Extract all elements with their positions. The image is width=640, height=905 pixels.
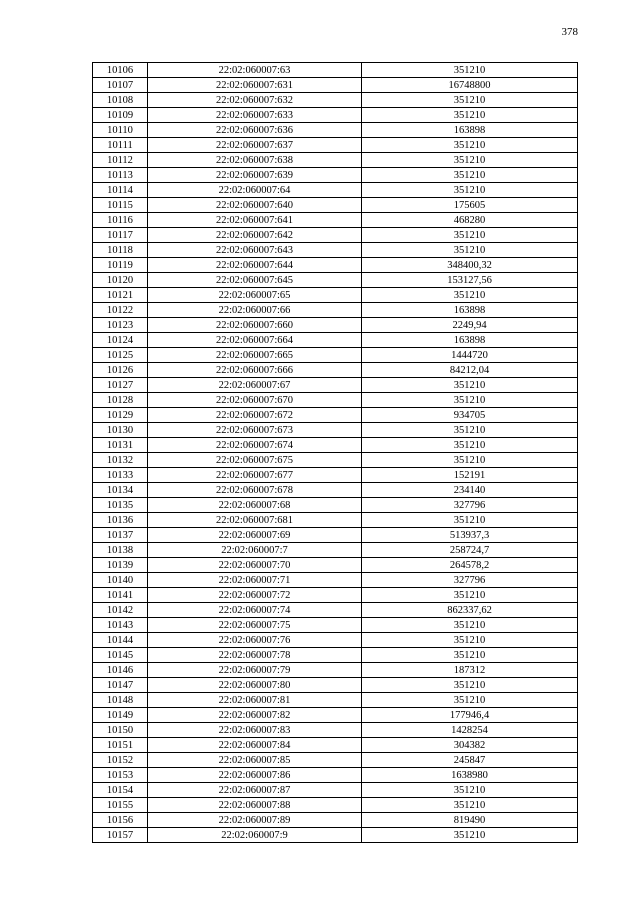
row-number-cell: 10142: [93, 603, 148, 618]
cadastral-number-cell: 22:02:060007:642: [148, 228, 362, 243]
table-row: [93, 558, 578, 573]
row-number-cell: 10112: [93, 153, 148, 168]
cadastral-number-cell: 22:02:060007:83: [148, 723, 362, 738]
cadastral-number-cell: 22:02:060007:643: [148, 243, 362, 258]
table-row: [93, 213, 578, 228]
table-row: [93, 93, 578, 108]
cadastral-number-cell: 22:02:060007:70: [148, 558, 362, 573]
cadastral-number-cell: 22:02:060007:637: [148, 138, 362, 153]
table-row: [93, 348, 578, 363]
table-row: [93, 453, 578, 468]
cadastral-number-cell: 22:02:060007:675: [148, 453, 362, 468]
row-number-cell: 10154: [93, 783, 148, 798]
table-row: [93, 603, 578, 618]
value-cell: 351210: [362, 693, 578, 708]
table-row: [93, 288, 578, 303]
table-row: [93, 708, 578, 723]
cadastral-number-cell: 22:02:060007:86: [148, 768, 362, 783]
row-number-cell: 10143: [93, 618, 148, 633]
value-cell: 351210: [362, 513, 578, 528]
table-row: [93, 498, 578, 513]
row-number-cell: 10146: [93, 663, 148, 678]
table-row: [93, 543, 578, 558]
value-cell: 351210: [362, 618, 578, 633]
table-row: [93, 258, 578, 273]
cadastral-number-cell: 22:02:060007:677: [148, 468, 362, 483]
value-cell: 351210: [362, 168, 578, 183]
row-number-cell: 10113: [93, 168, 148, 183]
value-cell: 16748800: [362, 78, 578, 93]
value-cell: 351210: [362, 138, 578, 153]
cadastral-number-cell: 22:02:060007:80: [148, 678, 362, 693]
value-cell: 351210: [362, 63, 578, 78]
value-cell: 264578,2: [362, 558, 578, 573]
row-number-cell: 10121: [93, 288, 148, 303]
row-number-cell: 10133: [93, 468, 148, 483]
value-cell: 163898: [362, 303, 578, 318]
table-row: [93, 648, 578, 663]
row-number-cell: 10136: [93, 513, 148, 528]
table-row: [93, 393, 578, 408]
table-row: [93, 738, 578, 753]
table-row: [93, 243, 578, 258]
value-cell: 163898: [362, 123, 578, 138]
cadastral-number-cell: 22:02:060007:63: [148, 63, 362, 78]
row-number-cell: 10108: [93, 93, 148, 108]
table-row: [93, 108, 578, 123]
row-number-cell: 10125: [93, 348, 148, 363]
cadastral-number-cell: 22:02:060007:72: [148, 588, 362, 603]
row-number-cell: 10114: [93, 183, 148, 198]
cadastral-number-cell: 22:02:060007:664: [148, 333, 362, 348]
cadastral-number-cell: 22:02:060007:82: [148, 708, 362, 723]
value-cell: 351210: [362, 423, 578, 438]
value-cell: 351210: [362, 648, 578, 663]
cadastral-number-cell: 22:02:060007:71: [148, 573, 362, 588]
cadastral-number-cell: 22:02:060007:633: [148, 108, 362, 123]
data-table: [92, 62, 578, 843]
value-cell: 351210: [362, 828, 578, 843]
value-cell: 2249,94: [362, 318, 578, 333]
row-number-cell: 10140: [93, 573, 148, 588]
value-cell: 351210: [362, 288, 578, 303]
table-row: [93, 633, 578, 648]
table-row: [93, 813, 578, 828]
cadastral-number-cell: 22:02:060007:645: [148, 273, 362, 288]
cadastral-number-cell: 22:02:060007:681: [148, 513, 362, 528]
cadastral-number-cell: 22:02:060007:631: [148, 78, 362, 93]
value-cell: 351210: [362, 93, 578, 108]
cadastral-number-cell: 22:02:060007:674: [148, 438, 362, 453]
row-number-cell: 10139: [93, 558, 148, 573]
value-cell: 351210: [362, 393, 578, 408]
value-cell: 327796: [362, 573, 578, 588]
cadastral-number-cell: 22:02:060007:640: [148, 198, 362, 213]
row-number-cell: 10109: [93, 108, 148, 123]
value-cell: 327796: [362, 498, 578, 513]
row-number-cell: 10152: [93, 753, 148, 768]
table-row: [93, 783, 578, 798]
value-cell: 351210: [362, 453, 578, 468]
table-row: [93, 588, 578, 603]
table-row: [93, 303, 578, 318]
value-cell: 175605: [362, 198, 578, 213]
cadastral-number-cell: 22:02:060007:68: [148, 498, 362, 513]
cadastral-number-cell: 22:02:060007:66: [148, 303, 362, 318]
cadastral-number-cell: 22:02:060007:7: [148, 543, 362, 558]
table-row: [93, 753, 578, 768]
row-number-cell: 10126: [93, 363, 148, 378]
value-cell: 351210: [362, 183, 578, 198]
row-number-cell: 10115: [93, 198, 148, 213]
cadastral-number-cell: 22:02:060007:88: [148, 798, 362, 813]
cadastral-number-cell: 22:02:060007:89: [148, 813, 362, 828]
cadastral-number-cell: 22:02:060007:64: [148, 183, 362, 198]
value-cell: 245847: [362, 753, 578, 768]
row-number-cell: 10144: [93, 633, 148, 648]
value-cell: 513937,3: [362, 528, 578, 543]
row-number-cell: 10119: [93, 258, 148, 273]
table-row: [93, 798, 578, 813]
value-cell: 1638980: [362, 768, 578, 783]
row-number-cell: 10129: [93, 408, 148, 423]
table-row: [93, 183, 578, 198]
cadastral-number-cell: 22:02:060007:673: [148, 423, 362, 438]
cadastral-number-cell: 22:02:060007:672: [148, 408, 362, 423]
table-row: [93, 168, 578, 183]
value-cell: 351210: [362, 438, 578, 453]
cadastral-number-cell: 22:02:060007:74: [148, 603, 362, 618]
cadastral-number-cell: 22:02:060007:636: [148, 123, 362, 138]
row-number-cell: 10107: [93, 78, 148, 93]
table-row: [93, 228, 578, 243]
row-number-cell: 10147: [93, 678, 148, 693]
table-row: [93, 123, 578, 138]
cadastral-number-cell: 22:02:060007:9: [148, 828, 362, 843]
value-cell: 152191: [362, 468, 578, 483]
value-cell: 153127,56: [362, 273, 578, 288]
row-number-cell: 10155: [93, 798, 148, 813]
table-body: [93, 63, 578, 843]
row-number-cell: 10111: [93, 138, 148, 153]
table-row: [93, 468, 578, 483]
value-cell: 351210: [362, 153, 578, 168]
row-number-cell: 10157: [93, 828, 148, 843]
row-number-cell: 10106: [93, 63, 148, 78]
value-cell: 163898: [362, 333, 578, 348]
value-cell: 351210: [362, 798, 578, 813]
table-row: [93, 408, 578, 423]
table-row: [93, 513, 578, 528]
table-row: [93, 78, 578, 93]
table-row: [93, 378, 578, 393]
table-row: [93, 153, 578, 168]
table-row: [93, 663, 578, 678]
table-row: [93, 723, 578, 738]
row-number-cell: 10127: [93, 378, 148, 393]
cadastral-number-cell: 22:02:060007:639: [148, 168, 362, 183]
table-row: [93, 528, 578, 543]
cadastral-number-cell: 22:02:060007:644: [148, 258, 362, 273]
cadastral-number-cell: 22:02:060007:678: [148, 483, 362, 498]
table-row: [93, 333, 578, 348]
value-cell: 862337,62: [362, 603, 578, 618]
value-cell: 1444720: [362, 348, 578, 363]
cadastral-number-cell: 22:02:060007:78: [148, 648, 362, 663]
cadastral-number-cell: 22:02:060007:638: [148, 153, 362, 168]
value-cell: 84212,04: [362, 363, 578, 378]
row-number-cell: 10138: [93, 543, 148, 558]
row-number-cell: 10132: [93, 453, 148, 468]
row-number-cell: 10137: [93, 528, 148, 543]
value-cell: 351210: [362, 783, 578, 798]
row-number-cell: 10145: [93, 648, 148, 663]
row-number-cell: 10149: [93, 708, 148, 723]
value-cell: 351210: [362, 588, 578, 603]
row-number-cell: 10151: [93, 738, 148, 753]
value-cell: 177946,4: [362, 708, 578, 723]
cadastral-number-cell: 22:02:060007:76: [148, 633, 362, 648]
row-number-cell: 10123: [93, 318, 148, 333]
row-number-cell: 10131: [93, 438, 148, 453]
value-cell: 258724,7: [362, 543, 578, 558]
table-row: [93, 573, 578, 588]
value-cell: 351210: [362, 243, 578, 258]
cadastral-number-cell: 22:02:060007:75: [148, 618, 362, 633]
row-number-cell: 10134: [93, 483, 148, 498]
cadastral-number-cell: 22:02:060007:670: [148, 393, 362, 408]
value-cell: 351210: [362, 378, 578, 393]
cadastral-number-cell: 22:02:060007:666: [148, 363, 362, 378]
table-row: [93, 438, 578, 453]
row-number-cell: 10124: [93, 333, 148, 348]
row-number-cell: 10135: [93, 498, 148, 513]
cadastral-number-cell: 22:02:060007:84: [148, 738, 362, 753]
cadastral-number-cell: 22:02:060007:65: [148, 288, 362, 303]
cadastral-number-cell: 22:02:060007:87: [148, 783, 362, 798]
cadastral-number-cell: 22:02:060007:665: [148, 348, 362, 363]
row-number-cell: 10128: [93, 393, 148, 408]
table-row: [93, 618, 578, 633]
row-number-cell: 10118: [93, 243, 148, 258]
value-cell: 348400,32: [362, 258, 578, 273]
table-row: [93, 273, 578, 288]
table-row: [93, 678, 578, 693]
table-row: [93, 483, 578, 498]
table-row: [93, 318, 578, 333]
row-number-cell: 10150: [93, 723, 148, 738]
row-number-cell: 10117: [93, 228, 148, 243]
cadastral-number-cell: 22:02:060007:85: [148, 753, 362, 768]
value-cell: 351210: [362, 108, 578, 123]
table-row: [93, 828, 578, 843]
row-number-cell: 10148: [93, 693, 148, 708]
row-number-cell: 10156: [93, 813, 148, 828]
table-row: [93, 63, 578, 78]
row-number-cell: 10116: [93, 213, 148, 228]
cadastral-number-cell: 22:02:060007:67: [148, 378, 362, 393]
cadastral-number-cell: 22:02:060007:79: [148, 663, 362, 678]
value-cell: 304382: [362, 738, 578, 753]
table-row: [93, 423, 578, 438]
row-number-cell: 10153: [93, 768, 148, 783]
table-row: [93, 198, 578, 213]
table-row: [93, 138, 578, 153]
row-number-cell: 10122: [93, 303, 148, 318]
cadastral-number-cell: 22:02:060007:660: [148, 318, 362, 333]
table-row: [93, 363, 578, 378]
row-number-cell: 10141: [93, 588, 148, 603]
cadastral-number-cell: 22:02:060007:69: [148, 528, 362, 543]
row-number-cell: 10120: [93, 273, 148, 288]
value-cell: 351210: [362, 633, 578, 648]
value-cell: 934705: [362, 408, 578, 423]
value-cell: 468280: [362, 213, 578, 228]
value-cell: 187312: [362, 663, 578, 678]
row-number-cell: 10130: [93, 423, 148, 438]
value-cell: 351210: [362, 678, 578, 693]
value-cell: 351210: [362, 228, 578, 243]
value-cell: 819490: [362, 813, 578, 828]
table-row: [93, 693, 578, 708]
row-number-cell: 10110: [93, 123, 148, 138]
page-number: 378: [561, 26, 578, 38]
value-cell: 1428254: [362, 723, 578, 738]
table-row: [93, 768, 578, 783]
cadastral-number-cell: 22:02:060007:81: [148, 693, 362, 708]
value-cell: 234140: [362, 483, 578, 498]
cadastral-number-cell: 22:02:060007:641: [148, 213, 362, 228]
cadastral-number-cell: 22:02:060007:632: [148, 93, 362, 108]
